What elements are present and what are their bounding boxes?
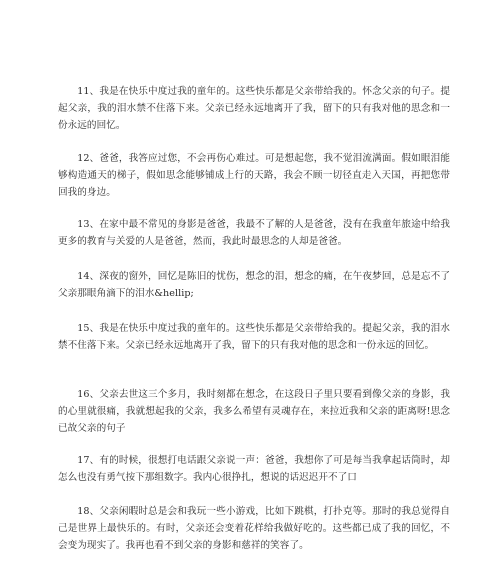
paragraph-17: 17、有的时候，很想打电话跟父亲说一声：爸爸，我想你了可是每当我拿起话筒时，却怎么也没有勇气按下那组数字。我内心很挣扎，想说的话迟迟开不了口 (58, 455, 450, 483)
paragraph-11: 11、我是在快乐中度过我的童年的。这些快乐都是父亲带给我的。怀念父亲的句子。提起父亲，我的泪水禁不住落下来。父亲已经永远地离开了我，留下的只有我对他的思念和一份永远的回忆。 (58, 86, 450, 131)
paragraph-12: 12、爸爸，我答应过您，不会再伤心难过。可是想起您，我不觉泪流满面。假如眼泪能够构造通天的梯子，假如思念能够铺成上行的天路，我会不顾一切径直走入天国，再把您带回我的身边。 (58, 153, 450, 198)
paragraph-18: 18、父亲闲暇时总是会和我玩一些小游戏，比如下跳棋，打扑克等。那时的我总觉得自己是世界上最快乐的。有时，父亲还会变着花样给我做好吃的。这些都已成了我的回忆，不会变为现实了。我再也看不到父亲的身影和慈祥的笑容了。 (58, 506, 450, 551)
paragraph-14: 14、深夜的窗外，回忆是陈旧的忧伤，想念的泪，想念的痛，在午夜梦回，总是忘不了父亲那眼角滴下的泪水&hellip; (58, 271, 450, 299)
paragraph-16: 16、父亲去世这三个多月，我时刻都在想念，在这段日子里只要看到像父亲的身影，我的心里就很痛，我就想起我的父亲，我多么希望有灵魂存在，来拉近我和父亲的距离呀!思念已故父亲的句子 (58, 389, 450, 434)
paragraph-15: 15、我是在快乐中度过我的童年的。这些快乐都是父亲带给我的。提起父亲，我的泪水禁不住落下来。父亲已经永远地离开了我，留下的只有我对他的思念和一份永远的回忆。 (58, 323, 450, 351)
paragraph-13: 13、在家中最不常见的身影是爸爸，我最不了解的人是爸爸，没有在我童年旅途中给我更多的教育与关爱的人是爸爸，然而，我此时最思念的人却是爸爸。 (58, 219, 450, 247)
